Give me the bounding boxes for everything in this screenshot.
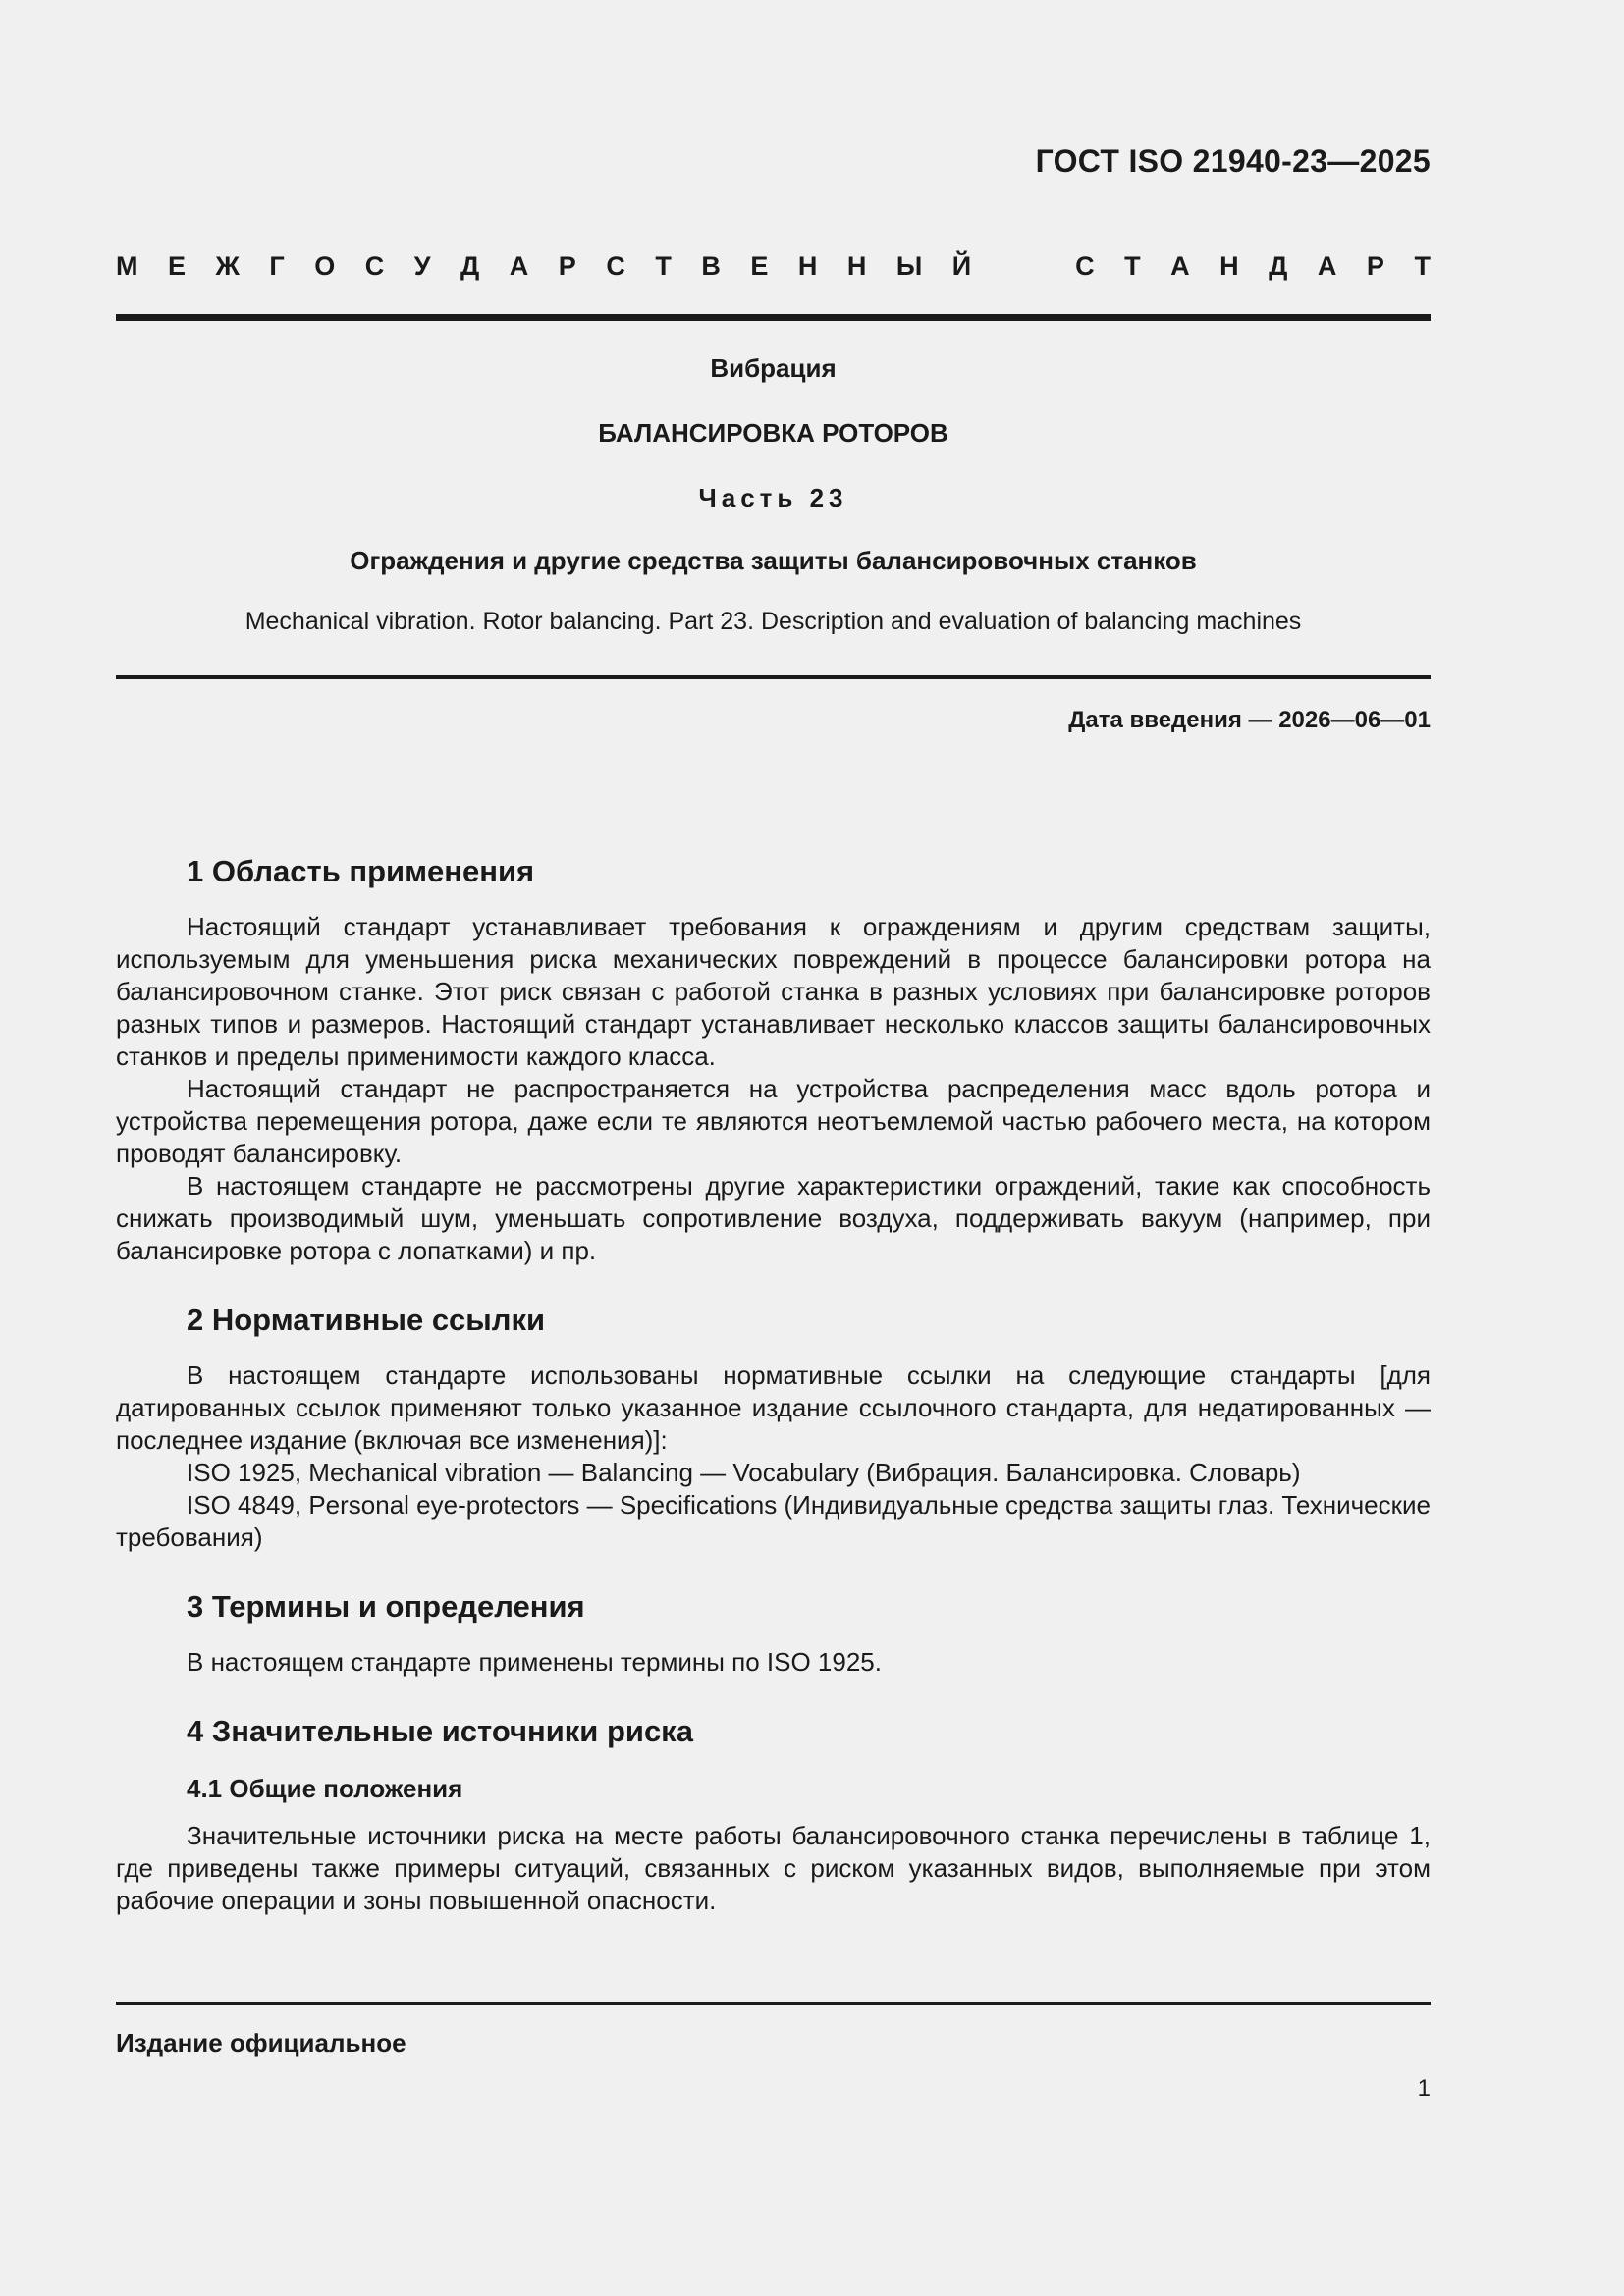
- banner-letter: Й: [951, 251, 972, 281]
- banner-letter: М: [116, 251, 138, 281]
- part-heading: Часть 23: [698, 483, 848, 512]
- topic-heading: Вибрация: [710, 353, 837, 383]
- official-edition-label: Издание официальное: [116, 2028, 406, 2057]
- document-body: [116, 850, 1431, 1917]
- top-rule: [116, 314, 1431, 321]
- section-3-heading: 3 Термины и определения: [187, 1589, 585, 1624]
- banner-letter: Д: [460, 251, 480, 281]
- banner-letter: С: [364, 251, 385, 281]
- banner-letter: Т: [1414, 251, 1431, 281]
- section-1-paragraph: В настоящем стандарте не рассмотрены другие характеристики ограждений, такие как способность снижать производимый шум, уменьшать сопротивление воздуха, поддерживать вакуум (например, при балансировке ротора с лопатками) и пр.: [116, 1171, 1431, 1265]
- subsection-4-1-heading: 4.1 Общие положения: [187, 1774, 463, 1803]
- banner-letter: У: [413, 251, 431, 281]
- normative-reference-item: ISO 1925, Mechanical vibration — Balancing — Vocabulary (Вибрация. Балансировка. Словарь): [187, 1458, 1301, 1487]
- section-4-paragraph: Значительные источники риска на месте работы балансировочного станка перечислены в таблице 1, где приведены также примеры ситуаций, связанных с риском указанных видов, выполняемые при этом рабочие операции и зоны повышенной опасности.: [116, 1821, 1431, 1915]
- section-1-paragraph: Настоящий стандарт не распространяется на устройства распределения масс вдоль ротора и устройства перемещения ротора, даже если те являются неотъемлемой частью рабочего места, на котором проводят балансировку.: [116, 1074, 1431, 1168]
- banner-letter: Ы: [895, 251, 923, 281]
- banner-letter: Ж: [215, 251, 240, 281]
- section-3-paragraph: В настоящем стандарте применены термины по ISO 1925.: [187, 1647, 882, 1677]
- introduction-date: Дата введения — 2026—06—01: [1068, 707, 1431, 733]
- banner-letter: Р: [558, 251, 576, 281]
- banner-letter: Д: [1269, 251, 1288, 281]
- page-number: 1: [1417, 2075, 1431, 2102]
- banner-letter: Е: [750, 251, 769, 281]
- section-2-heading: 2 Нормативные ссылки: [187, 1303, 546, 1337]
- document-title: БАЛАНСИРОВКА РОТОРОВ: [598, 418, 948, 448]
- title-rule: [116, 675, 1431, 679]
- section-1-paragraph: Настоящий стандарт устанавливает требования к ограждениям и другим средствам защиты, используемым для уменьшения риска механических повреждений в процессе балансировки ротора на балансировочном станке. Этот риск связан с работой станка в разных условиях при балансировке роторов разных типов и размеров. Настоящий стандарт устанавливает несколько классов защиты балансировочных станков и пределы применимости каждого класса.: [116, 912, 1431, 1071]
- banner-letter: В: [701, 251, 721, 281]
- normative-reference-item: ISO 4849, Personal eye-protectors — Specifications (Индивидуальные средства защиты глаз. Технические требования): [116, 1490, 1431, 1552]
- banner-letter: Е: [168, 251, 187, 281]
- banner-letter: Р: [1366, 251, 1384, 281]
- banner-letter: Т: [655, 251, 672, 281]
- banner-letter: А: [1170, 251, 1190, 281]
- section-1-heading: 1 Область применения: [187, 854, 535, 888]
- document-subtitle: Ограждения и другие средства защиты балансировочных станков: [350, 546, 1197, 575]
- section-2-paragraph: В настоящем стандарте использованы нормативные ссылки на следующие стандарты [для датированных ссылок применяют только указанное издание ссылочного стандарта, для недатированных — последнее издание (включая все изменения)]:: [116, 1361, 1431, 1455]
- banner-letter: Н: [797, 251, 818, 281]
- banner-letter: Н: [1219, 251, 1239, 281]
- section-4-heading: 4 Значительные источники риска: [187, 1714, 693, 1748]
- footer-rule: [116, 2002, 1431, 2005]
- banner-letter: Г: [269, 251, 285, 281]
- banner-letter: А: [1317, 251, 1337, 281]
- banner-letter: С: [606, 251, 625, 281]
- document-page: [116, 0, 1431, 2296]
- banner-letter: О: [314, 251, 336, 281]
- banner-letter: Н: [846, 251, 867, 281]
- english-title: Mechanical vibration. Rotor balancing. Part 23. Description and evaluation of balancing machines: [244, 608, 1302, 635]
- banner-letter: А: [509, 251, 529, 281]
- document-number: ГОСТ ISO 21940-23—2025: [1035, 143, 1431, 179]
- banner-letter: С: [1075, 251, 1095, 281]
- banner-letter: Т: [1124, 251, 1141, 281]
- standard-type-banner: [116, 251, 1431, 282]
